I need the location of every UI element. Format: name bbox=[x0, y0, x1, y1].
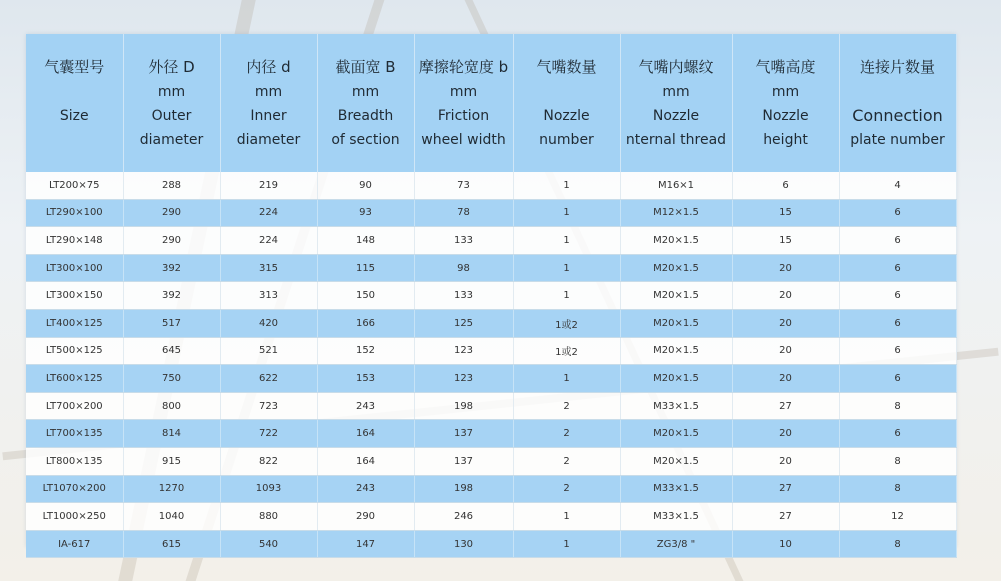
cell-nozzle-thread: M33×1.5 bbox=[620, 503, 732, 531]
cell-friction-width: 123 bbox=[414, 337, 513, 365]
cell-inner-diameter: 723 bbox=[220, 392, 317, 420]
cell-size: LT200×75 bbox=[26, 172, 123, 199]
cell-nozzle-height: 27 bbox=[732, 475, 839, 503]
cell-nozzle-height: 20 bbox=[732, 254, 839, 282]
table-body bbox=[26, 172, 956, 558]
table-row bbox=[26, 530, 956, 558]
table-row bbox=[26, 199, 956, 227]
cell-friction-width: 98 bbox=[414, 254, 513, 282]
cell-friction-width: 73 bbox=[414, 172, 513, 199]
cell-nozzle-height: 20 bbox=[732, 420, 839, 448]
cell-connection-plates: 6 bbox=[839, 199, 956, 227]
cell-size: LT290×100 bbox=[26, 199, 123, 227]
spec-table bbox=[26, 34, 957, 558]
cell-nozzle-thread: M20×1.5 bbox=[620, 282, 732, 310]
cell-nozzle-number: 1 bbox=[513, 172, 620, 199]
cell-nozzle-height: 20 bbox=[732, 447, 839, 475]
cell-outer-diameter: 800 bbox=[123, 392, 220, 420]
cell-outer-diameter: 517 bbox=[123, 309, 220, 337]
cell-nozzle-number: 2 bbox=[513, 447, 620, 475]
cell-outer-diameter: 288 bbox=[123, 172, 220, 199]
cell-size: LT700×135 bbox=[26, 420, 123, 448]
cell-inner-diameter: 315 bbox=[220, 254, 317, 282]
cell-inner-diameter: 1093 bbox=[220, 475, 317, 503]
cell-nozzle-thread: M20×1.5 bbox=[620, 420, 732, 448]
cell-inner-diameter: 219 bbox=[220, 172, 317, 199]
table-row bbox=[26, 282, 956, 310]
cell-inner-diameter: 224 bbox=[220, 227, 317, 255]
cell-nozzle-height: 20 bbox=[732, 337, 839, 365]
cell-connection-plates: 6 bbox=[839, 254, 956, 282]
header-friction-width: 摩擦轮宽度 b mm Friction wheel width bbox=[414, 34, 513, 172]
header-inner-diameter: 内径 d mm Inner diameter bbox=[220, 34, 317, 172]
cell-breadth: 147 bbox=[317, 530, 414, 558]
cell-friction-width: 130 bbox=[414, 530, 513, 558]
cell-nozzle-thread: M12×1.5 bbox=[620, 199, 732, 227]
header-row bbox=[26, 34, 956, 172]
cell-outer-diameter: 290 bbox=[123, 199, 220, 227]
cell-friction-width: 133 bbox=[414, 227, 513, 255]
cell-size: LT290×148 bbox=[26, 227, 123, 255]
cell-nozzle-height: 6 bbox=[732, 172, 839, 199]
table-row bbox=[26, 475, 956, 503]
cell-outer-diameter: 750 bbox=[123, 365, 220, 393]
header-nozzle-height: 气嘴高度 mm Nozzle height bbox=[732, 34, 839, 172]
cell-size: LT600×125 bbox=[26, 365, 123, 393]
cell-connection-plates: 6 bbox=[839, 420, 956, 448]
cell-nozzle-number: 1 bbox=[513, 199, 620, 227]
cell-friction-width: 123 bbox=[414, 365, 513, 393]
cell-nozzle-number: 1或2 bbox=[513, 337, 620, 365]
cell-friction-width: 198 bbox=[414, 392, 513, 420]
cell-outer-diameter: 1040 bbox=[123, 503, 220, 531]
cell-nozzle-number: 2 bbox=[513, 392, 620, 420]
cell-breadth: 290 bbox=[317, 503, 414, 531]
cell-connection-plates: 8 bbox=[839, 392, 956, 420]
cell-nozzle-height: 20 bbox=[732, 282, 839, 310]
cell-size: LT400×125 bbox=[26, 309, 123, 337]
cell-breadth: 148 bbox=[317, 227, 414, 255]
cell-breadth: 164 bbox=[317, 420, 414, 448]
cell-nozzle-height: 15 bbox=[732, 199, 839, 227]
cell-inner-diameter: 822 bbox=[220, 447, 317, 475]
cell-size: LT800×135 bbox=[26, 447, 123, 475]
spec-table-container bbox=[26, 34, 956, 550]
cell-breadth: 153 bbox=[317, 365, 414, 393]
cell-breadth: 115 bbox=[317, 254, 414, 282]
table-row bbox=[26, 172, 956, 199]
cell-nozzle-number: 1 bbox=[513, 254, 620, 282]
table-row bbox=[26, 309, 956, 337]
cell-outer-diameter: 392 bbox=[123, 254, 220, 282]
cell-inner-diameter: 420 bbox=[220, 309, 317, 337]
cell-outer-diameter: 814 bbox=[123, 420, 220, 448]
cell-inner-diameter: 622 bbox=[220, 365, 317, 393]
cell-nozzle-height: 27 bbox=[732, 392, 839, 420]
cell-breadth: 93 bbox=[317, 199, 414, 227]
cell-nozzle-number: 1或2 bbox=[513, 309, 620, 337]
cell-friction-width: 133 bbox=[414, 282, 513, 310]
table-row bbox=[26, 227, 956, 255]
cell-outer-diameter: 290 bbox=[123, 227, 220, 255]
cell-outer-diameter: 645 bbox=[123, 337, 220, 365]
cell-nozzle-height: 10 bbox=[732, 530, 839, 558]
cell-nozzle-thread: M20×1.5 bbox=[620, 365, 732, 393]
cell-nozzle-thread: M16×1 bbox=[620, 172, 732, 199]
cell-inner-diameter: 540 bbox=[220, 530, 317, 558]
cell-nozzle-thread: ZG3/8 " bbox=[620, 530, 732, 558]
table-row bbox=[26, 254, 956, 282]
cell-nozzle-thread: M20×1.5 bbox=[620, 227, 732, 255]
cell-connection-plates: 6 bbox=[839, 365, 956, 393]
cell-nozzle-height: 27 bbox=[732, 503, 839, 531]
cell-breadth: 150 bbox=[317, 282, 414, 310]
cell-nozzle-number: 2 bbox=[513, 475, 620, 503]
cell-friction-width: 137 bbox=[414, 420, 513, 448]
header-nozzle-thread: 气嘴内螺纹 mm Nozzle nternal thread bbox=[620, 34, 732, 172]
cell-breadth: 90 bbox=[317, 172, 414, 199]
header-breadth: 截面宽 B mm Breadth of section bbox=[317, 34, 414, 172]
cell-breadth: 164 bbox=[317, 447, 414, 475]
cell-outer-diameter: 1270 bbox=[123, 475, 220, 503]
cell-inner-diameter: 224 bbox=[220, 199, 317, 227]
cell-inner-diameter: 313 bbox=[220, 282, 317, 310]
cell-connection-plates: 8 bbox=[839, 530, 956, 558]
cell-nozzle-thread: M20×1.5 bbox=[620, 337, 732, 365]
cell-outer-diameter: 915 bbox=[123, 447, 220, 475]
cell-connection-plates: 6 bbox=[839, 282, 956, 310]
table-row bbox=[26, 392, 956, 420]
cell-size: IA-617 bbox=[26, 530, 123, 558]
cell-nozzle-number: 1 bbox=[513, 503, 620, 531]
header-outer-diameter: 外径 D mm Outer diameter bbox=[123, 34, 220, 172]
table-row bbox=[26, 503, 956, 531]
cell-connection-plates: 12 bbox=[839, 503, 956, 531]
cell-friction-width: 78 bbox=[414, 199, 513, 227]
cell-connection-plates: 8 bbox=[839, 447, 956, 475]
cell-friction-width: 137 bbox=[414, 447, 513, 475]
cell-breadth: 166 bbox=[317, 309, 414, 337]
cell-size: LT500×125 bbox=[26, 337, 123, 365]
cell-nozzle-thread: M20×1.5 bbox=[620, 309, 732, 337]
cell-connection-plates: 6 bbox=[839, 337, 956, 365]
cell-nozzle-number: 1 bbox=[513, 282, 620, 310]
header-connection-plates: 连接片数量 Connection plate number bbox=[839, 34, 956, 172]
table-row bbox=[26, 447, 956, 475]
cell-nozzle-thread: M33×1.5 bbox=[620, 392, 732, 420]
header-nozzle-number: 气嘴数量 Nozzle number bbox=[513, 34, 620, 172]
cell-nozzle-thread: M20×1.5 bbox=[620, 254, 732, 282]
table-row bbox=[26, 420, 956, 448]
cell-nozzle-number: 1 bbox=[513, 227, 620, 255]
cell-nozzle-number: 2 bbox=[513, 420, 620, 448]
cell-nozzle-height: 15 bbox=[732, 227, 839, 255]
cell-nozzle-height: 20 bbox=[732, 365, 839, 393]
header-size: 气囊型号 Size bbox=[26, 34, 123, 172]
cell-nozzle-number: 1 bbox=[513, 530, 620, 558]
cell-connection-plates: 4 bbox=[839, 172, 956, 199]
cell-breadth: 243 bbox=[317, 392, 414, 420]
cell-breadth: 152 bbox=[317, 337, 414, 365]
cell-inner-diameter: 880 bbox=[220, 503, 317, 531]
cell-connection-plates: 8 bbox=[839, 475, 956, 503]
cell-outer-diameter: 392 bbox=[123, 282, 220, 310]
table-row bbox=[26, 365, 956, 393]
table-row bbox=[26, 337, 956, 365]
cell-nozzle-number: 1 bbox=[513, 365, 620, 393]
cell-inner-diameter: 521 bbox=[220, 337, 317, 365]
cell-size: LT300×150 bbox=[26, 282, 123, 310]
cell-inner-diameter: 722 bbox=[220, 420, 317, 448]
cell-size: LT300×100 bbox=[26, 254, 123, 282]
cell-nozzle-thread: M20×1.5 bbox=[620, 447, 732, 475]
cell-nozzle-thread: M33×1.5 bbox=[620, 475, 732, 503]
cell-friction-width: 198 bbox=[414, 475, 513, 503]
cell-connection-plates: 6 bbox=[839, 227, 956, 255]
cell-nozzle-height: 20 bbox=[732, 309, 839, 337]
cell-size: LT1070×200 bbox=[26, 475, 123, 503]
cell-friction-width: 125 bbox=[414, 309, 513, 337]
cell-size: LT1000×250 bbox=[26, 503, 123, 531]
cell-outer-diameter: 615 bbox=[123, 530, 220, 558]
cell-friction-width: 246 bbox=[414, 503, 513, 531]
cell-size: LT700×200 bbox=[26, 392, 123, 420]
cell-connection-plates: 6 bbox=[839, 309, 956, 337]
cell-breadth: 243 bbox=[317, 475, 414, 503]
